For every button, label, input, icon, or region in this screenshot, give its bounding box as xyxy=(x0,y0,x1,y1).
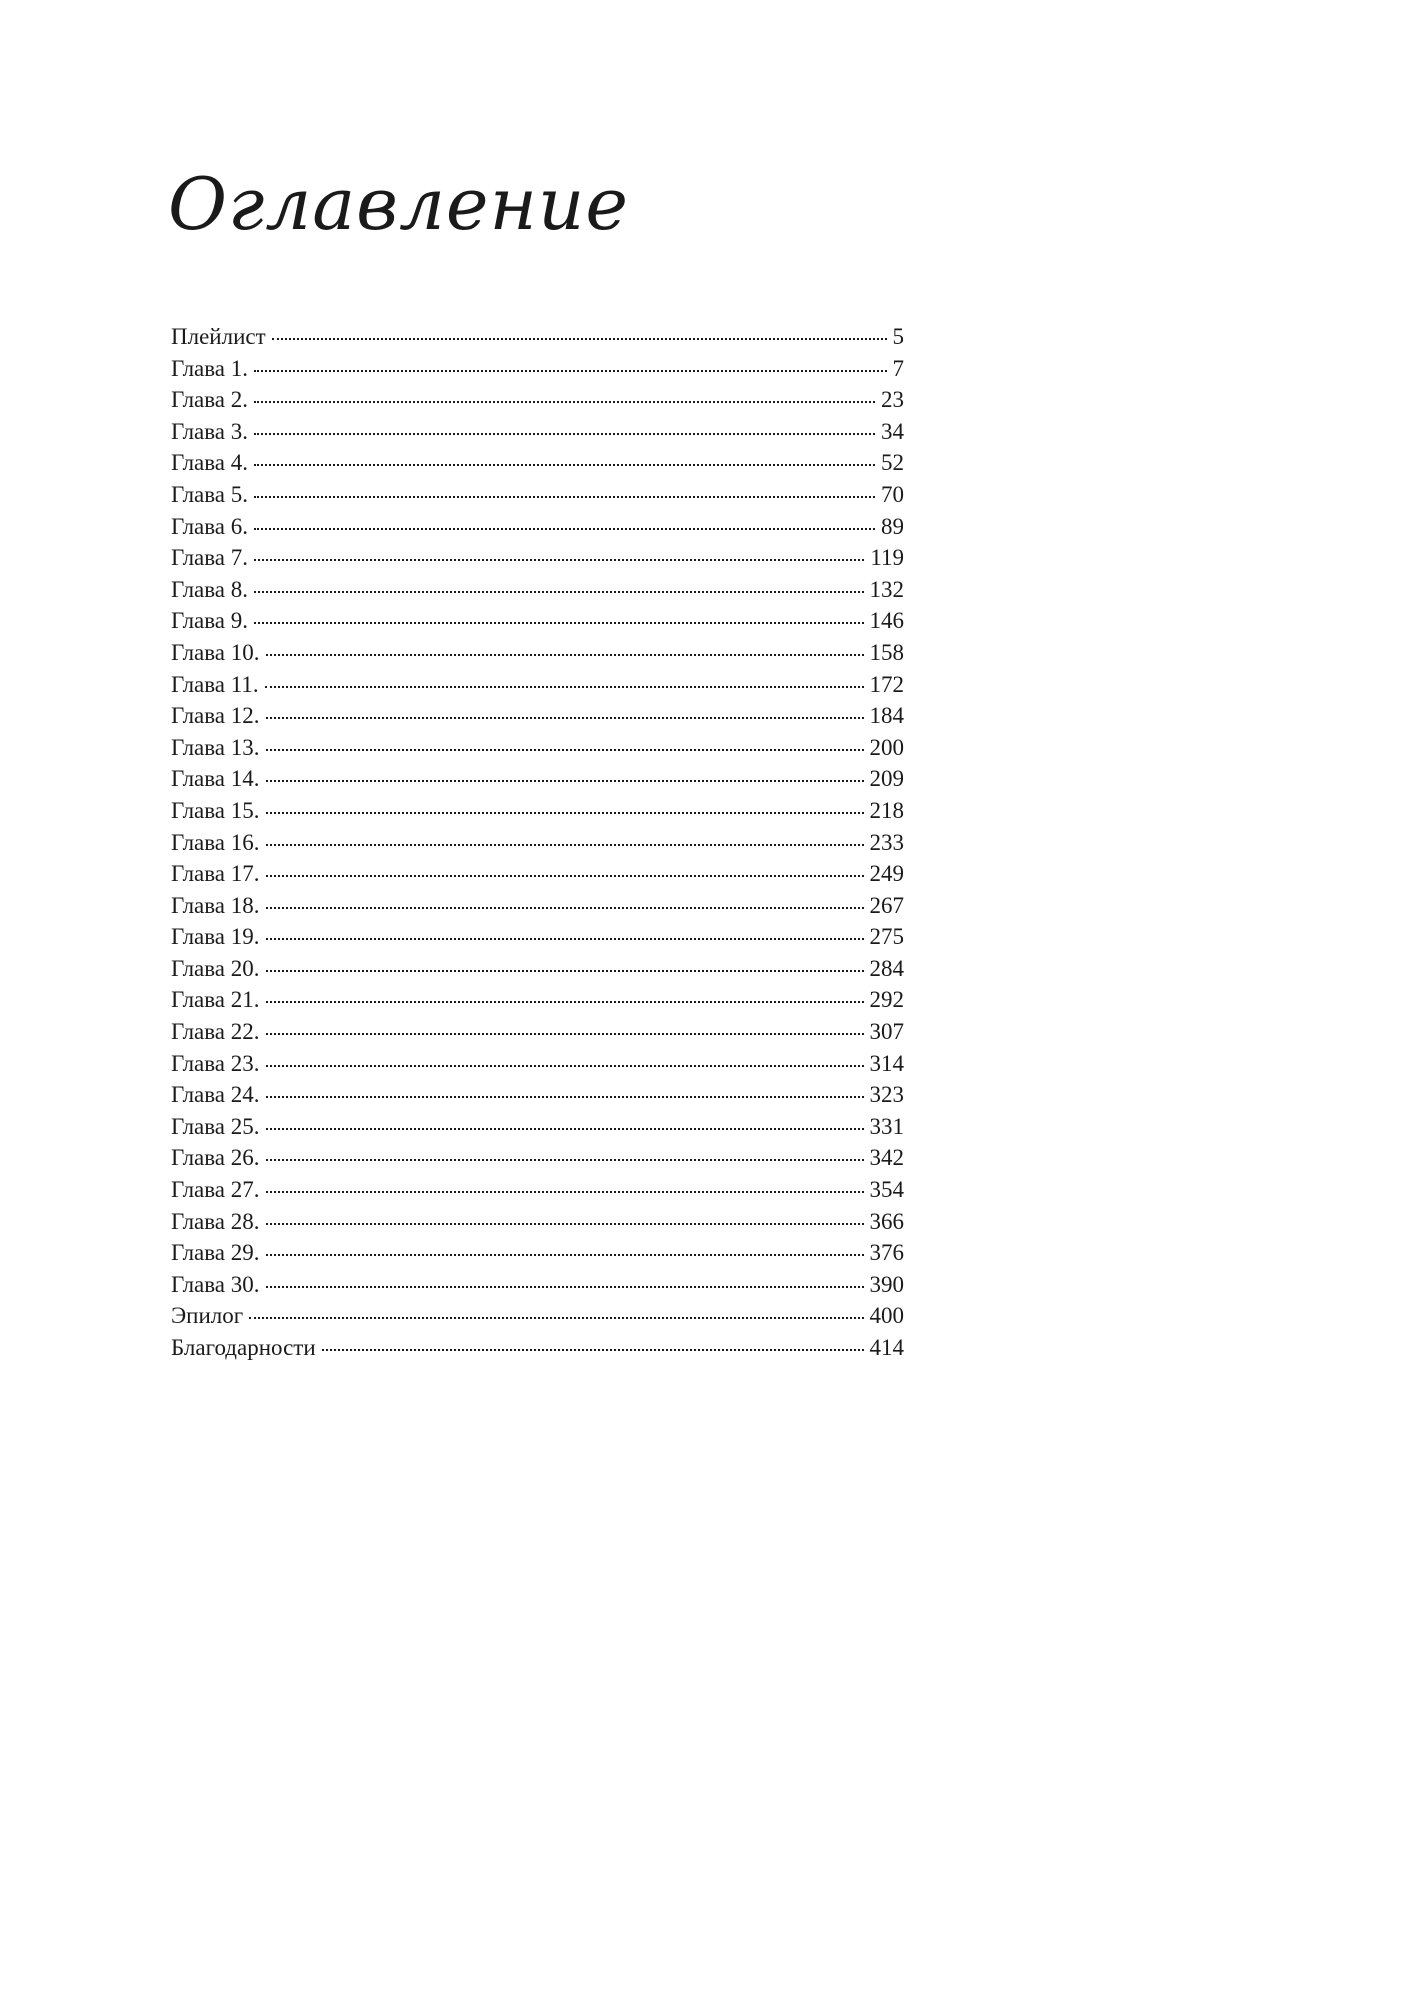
toc-entry xyxy=(171,953,904,985)
toc-entry-page-number: 34 xyxy=(881,418,904,444)
toc-entry xyxy=(171,1079,904,1111)
toc-entry-title: Глава 5. xyxy=(171,481,249,507)
table-of-contents xyxy=(171,321,904,1364)
toc-entry xyxy=(171,858,904,890)
toc-entry-page-number: 307 xyxy=(869,1019,904,1045)
toc-entry xyxy=(171,1269,904,1301)
dot-leader xyxy=(254,433,875,435)
dot-leader xyxy=(266,780,864,782)
toc-entry-title: Глава 13. xyxy=(171,734,260,760)
dot-leader xyxy=(266,812,864,814)
dot-leader xyxy=(266,1223,864,1225)
toc-entry xyxy=(171,542,904,574)
dot-leader xyxy=(266,875,864,877)
toc-entry-title: Глава 17. xyxy=(171,861,260,887)
toc-entry-page-number: 275 xyxy=(869,924,904,950)
toc-entry-page-number: 132 xyxy=(869,576,904,602)
toc-entry xyxy=(171,1237,904,1269)
toc-entry xyxy=(171,479,904,511)
page-title: Оглавление xyxy=(168,162,629,246)
toc-entry xyxy=(171,1300,904,1332)
toc-entry-title: Плейлист xyxy=(171,324,266,349)
toc-entry xyxy=(171,1048,904,1080)
toc-entry xyxy=(171,1174,904,1206)
dot-leader xyxy=(266,1191,864,1193)
toc-entry xyxy=(171,574,904,606)
dot-leader xyxy=(266,1128,864,1130)
toc-entry xyxy=(171,669,904,701)
dot-leader xyxy=(266,654,864,656)
dot-leader xyxy=(266,1096,864,1098)
dot-leader xyxy=(266,970,864,972)
toc-entry-page-number: 119 xyxy=(870,545,904,571)
toc-entry xyxy=(171,921,904,953)
toc-entry xyxy=(171,795,904,827)
toc-entry-title: Глава 1. xyxy=(171,355,249,381)
toc-entry-title: Глава 21. xyxy=(171,987,260,1013)
toc-entry-title: Глава 20. xyxy=(171,955,260,981)
toc-entry-page-number: 200 xyxy=(869,734,904,760)
toc-entry-title: Глава 26. xyxy=(171,1145,260,1171)
dot-leader xyxy=(265,686,864,688)
toc-entry-title: Благодарности xyxy=(171,1335,316,1360)
dot-leader xyxy=(266,1033,864,1035)
dot-leader xyxy=(266,717,864,719)
toc-entry-page-number: 146 xyxy=(869,608,904,634)
dot-leader xyxy=(254,591,863,593)
toc-entry-title: Глава 28. xyxy=(171,1208,260,1234)
toc-entry-page-number: 209 xyxy=(869,766,904,792)
toc-entry-title: Глава 24. xyxy=(171,1082,260,1108)
toc-entry-page-number: 233 xyxy=(869,829,904,855)
dot-leader xyxy=(266,1065,864,1067)
dot-leader xyxy=(266,1286,864,1288)
toc-entry-title: Эпилог xyxy=(171,1303,244,1329)
toc-entry-title: Глава 30. xyxy=(171,1271,260,1297)
toc-entry-title: Глава 29. xyxy=(171,1240,260,1266)
toc-entry-title: Глава 6. xyxy=(171,513,249,539)
dot-leader xyxy=(254,370,886,372)
toc-entry xyxy=(171,1142,904,1174)
toc-entry-title: Глава 23. xyxy=(171,1050,260,1076)
toc-entry-page-number: 284 xyxy=(869,955,904,981)
toc-entry-page-number: 354 xyxy=(869,1177,904,1203)
toc-entry-page-number: 89 xyxy=(881,513,904,539)
toc-entry xyxy=(171,1332,904,1364)
toc-entry xyxy=(171,637,904,669)
dot-leader xyxy=(254,496,875,498)
toc-entry-title: Глава 27. xyxy=(171,1177,260,1203)
toc-entry-title: Глава 25. xyxy=(171,1113,260,1139)
dot-leader xyxy=(254,464,875,466)
toc-entry-page-number: 292 xyxy=(869,987,904,1013)
toc-entry-page-number: 390 xyxy=(869,1271,904,1297)
dot-leader xyxy=(266,938,864,940)
toc-entry-title: Глава 2. xyxy=(171,387,249,413)
dot-leader xyxy=(266,907,864,909)
toc-entry-title: Глава 19. xyxy=(171,924,260,950)
toc-entry xyxy=(171,1016,904,1048)
toc-entry-page-number: 52 xyxy=(881,450,904,476)
toc-entry-title: Глава 7. xyxy=(171,545,249,571)
toc-entry-page-number: 331 xyxy=(869,1113,904,1139)
toc-entry xyxy=(171,890,904,922)
toc-entry xyxy=(171,827,904,859)
toc-entry-title: Глава 8. xyxy=(171,576,249,602)
toc-entry-page-number: 366 xyxy=(869,1208,904,1234)
toc-entry-page-number: 376 xyxy=(869,1240,904,1266)
toc-entry-title: Глава 3. xyxy=(171,418,249,444)
dot-leader xyxy=(266,1001,864,1003)
toc-entry-page-number: 158 xyxy=(869,639,904,665)
toc-entry-page-number: 400 xyxy=(869,1303,904,1329)
toc-entry xyxy=(171,353,904,385)
toc-entry-title: Глава 16. xyxy=(171,829,260,855)
dot-leader xyxy=(266,844,864,846)
toc-entry xyxy=(171,763,904,795)
toc-entry-page-number: 5 xyxy=(892,324,904,349)
dot-leader xyxy=(266,749,864,751)
toc-entry xyxy=(171,1111,904,1143)
dot-leader xyxy=(322,1349,864,1351)
dot-leader xyxy=(249,1317,863,1319)
toc-entry xyxy=(171,984,904,1016)
toc-entry xyxy=(171,700,904,732)
toc-entry-title: Глава 10. xyxy=(171,639,260,665)
toc-entry-page-number: 218 xyxy=(869,797,904,823)
toc-entry-title: Глава 9. xyxy=(171,608,249,634)
toc-entry-page-number: 23 xyxy=(881,387,904,413)
toc-entry-page-number: 267 xyxy=(869,892,904,918)
toc-entry xyxy=(171,1206,904,1238)
dot-leader xyxy=(254,528,875,530)
dot-leader xyxy=(272,338,887,340)
toc-entry-title: Глава 11. xyxy=(171,671,259,697)
toc-entry xyxy=(171,511,904,543)
toc-entry xyxy=(171,384,904,416)
toc-entry-page-number: 184 xyxy=(869,703,904,729)
dot-leader xyxy=(266,1159,864,1161)
toc-entry-title: Глава 15. xyxy=(171,797,260,823)
toc-entry xyxy=(171,447,904,479)
toc-entry-page-number: 323 xyxy=(869,1082,904,1108)
dot-leader xyxy=(254,559,864,561)
toc-entry-page-number: 70 xyxy=(881,481,904,507)
toc-entry-page-number: 414 xyxy=(869,1335,904,1360)
toc-entry-title: Глава 18. xyxy=(171,892,260,918)
toc-entry-page-number: 249 xyxy=(869,861,904,887)
toc-entry-page-number: 172 xyxy=(869,671,904,697)
dot-leader xyxy=(266,1254,864,1256)
toc-entry xyxy=(171,321,904,353)
dot-leader xyxy=(254,401,875,403)
toc-entry-title: Глава 4. xyxy=(171,450,249,476)
toc-entry xyxy=(171,732,904,764)
toc-entry xyxy=(171,605,904,637)
toc-entry xyxy=(171,416,904,448)
toc-entry-page-number: 314 xyxy=(869,1050,904,1076)
toc-entry-title: Глава 12. xyxy=(171,703,260,729)
dot-leader xyxy=(254,622,863,624)
toc-entry-title: Глава 22. xyxy=(171,1019,260,1045)
toc-entry-page-number: 342 xyxy=(869,1145,904,1171)
toc-entry-title: Глава 14. xyxy=(171,766,260,792)
toc-entry-page-number: 7 xyxy=(892,355,904,381)
